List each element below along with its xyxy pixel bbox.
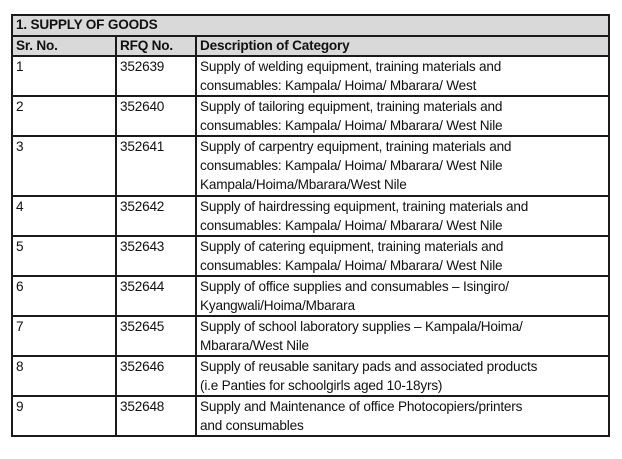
rfq-no-cell: 352642 xyxy=(116,196,196,236)
description-line: Kampala/Hoima/Mbarara/West Nile xyxy=(200,177,407,192)
description-line: consumables: Kampala/ Hoima/ Mbarara/ West Nile xyxy=(200,258,503,273)
description-line: and consumables xyxy=(200,418,304,433)
rfq-no-cell: 352644 xyxy=(116,276,196,316)
rfq-no-cell: 352645 xyxy=(116,316,196,356)
description-line: Supply of tailoring equipment, training materials and xyxy=(200,99,503,114)
header-rfq-no: RFQ No. xyxy=(116,36,196,56)
rfq-no-cell: 352641 xyxy=(116,136,196,196)
description-line: Supply and Maintenance of office Photocopiers/printers xyxy=(200,399,523,414)
rfq-no-cell: 352646 xyxy=(116,356,196,396)
description-cell xyxy=(196,196,609,236)
section-title: 1. SUPPLY OF GOODS xyxy=(12,15,609,36)
description-line: Kyangwali/Hoima/Mbarara xyxy=(200,298,355,313)
sr-no-cell: 9 xyxy=(12,396,116,436)
table-header-row xyxy=(12,36,609,56)
sr-no-cell: 7 xyxy=(12,316,116,356)
description-cell xyxy=(196,276,609,316)
sr-no-cell: 3 xyxy=(12,136,116,196)
table-row xyxy=(12,356,609,396)
description-line: Supply of catering equipment, training materials and xyxy=(200,239,504,254)
rfq-no-cell: 352640 xyxy=(116,96,196,136)
table-row xyxy=(12,96,609,136)
rfq-no-cell: 352643 xyxy=(116,236,196,276)
table-row xyxy=(12,236,609,276)
description-line: Supply of hairdressing equipment, training materials and xyxy=(200,199,529,214)
section-title-row xyxy=(12,15,609,36)
table-row xyxy=(12,276,609,316)
rfq-no-cell: 352648 xyxy=(116,396,196,436)
sr-no-cell: 5 xyxy=(12,236,116,276)
description-line: Supply of office supplies and consumables – Isingiro/ xyxy=(200,279,509,294)
header-description: Description of Category xyxy=(196,36,609,56)
description-line: (i.e Panties for schoolgirls aged 10-18yrs) xyxy=(200,378,443,393)
sr-no-cell: 4 xyxy=(12,196,116,236)
sr-no-cell: 6 xyxy=(12,276,116,316)
description-cell xyxy=(196,396,609,436)
sr-no-cell: 8 xyxy=(12,356,116,396)
rfq-no-cell: 352639 xyxy=(116,56,196,96)
table-row xyxy=(12,316,609,356)
description-cell xyxy=(196,136,609,196)
description-line: consumables: Kampala/ Hoima/ Mbarara/ West Nile xyxy=(200,218,503,233)
description-line: consumables: Kampala/ Hoima/ Mbarara/ West Nile xyxy=(200,158,503,173)
table-row xyxy=(12,56,609,96)
description-cell xyxy=(196,356,609,396)
sr-no-cell: 1 xyxy=(12,56,116,96)
description-line: Supply of carpentry equipment, training materials and xyxy=(200,139,512,154)
description-line: Mbarara/West Nile xyxy=(200,338,309,353)
description-line: Supply of welding equipment, training materials and xyxy=(200,59,502,74)
description-line: consumables: Kampala/ Hoima/ Mbarara/ West xyxy=(200,78,477,93)
table-row xyxy=(12,196,609,236)
header-sr-no: Sr. No. xyxy=(12,36,116,56)
description-cell xyxy=(196,236,609,276)
supply-of-goods-table xyxy=(11,14,610,437)
description-line: consumables: Kampala/ Hoima/ Mbarara/ West Nile xyxy=(200,118,503,133)
table-row xyxy=(12,396,609,436)
sr-no-cell: 2 xyxy=(12,96,116,136)
description-line: Supply of school laboratory supplies – Kampala/Hoima/ xyxy=(200,319,523,334)
table-row xyxy=(12,136,609,196)
description-cell xyxy=(196,96,609,136)
description-cell xyxy=(196,316,609,356)
description-line: Supply of reusable sanitary pads and associated products xyxy=(200,359,538,374)
description-cell xyxy=(196,56,609,96)
